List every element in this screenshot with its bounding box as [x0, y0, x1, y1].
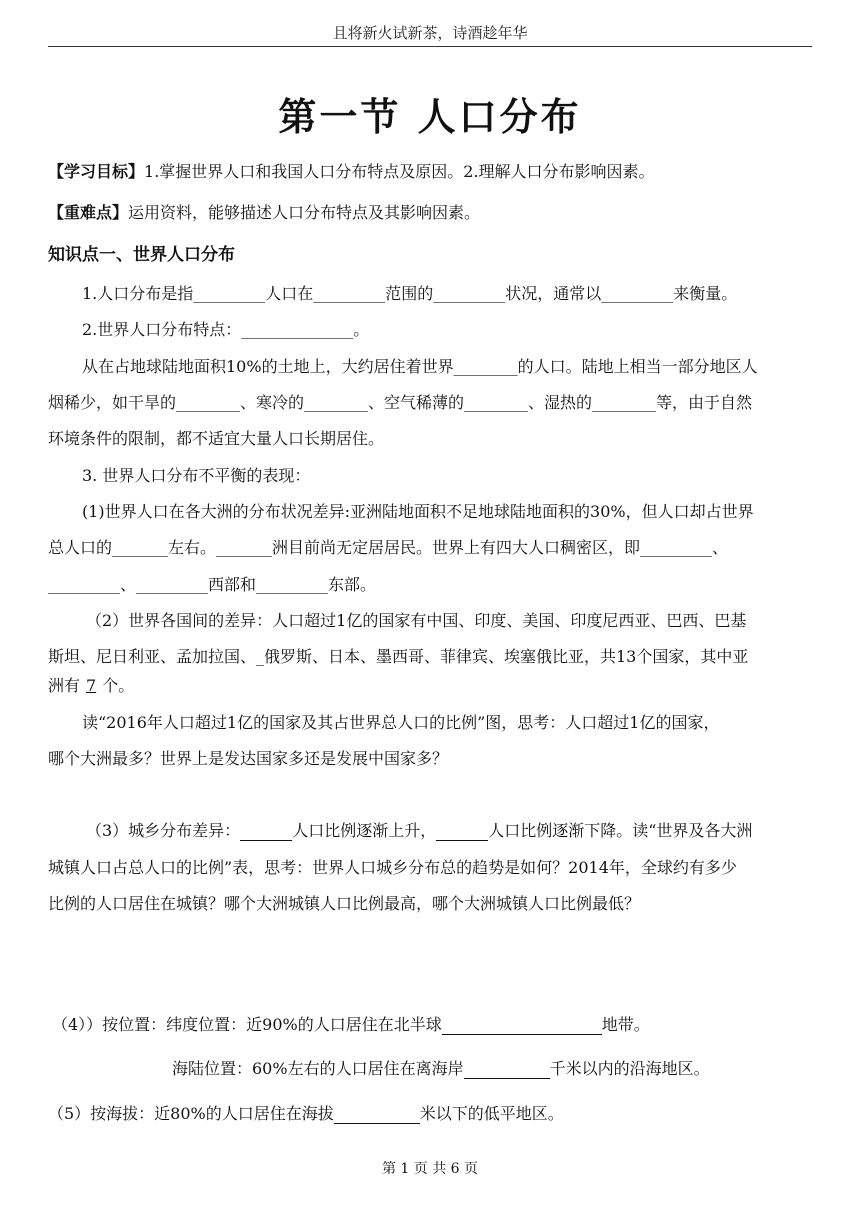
header-divider [48, 46, 812, 47]
text-line-7: (1)世界人口在各大洲的分布状况差异:亚洲陆地面积不足地球陆地面积的30%，但人口却占世界 [82, 502, 754, 521]
text-line-6: 3. 世界人口分布不平衡的表现： [82, 466, 311, 485]
l19-prefix: 海陆位置：60%左右的人口居住在离海岸 [172, 1059, 464, 1078]
text-line-9: _________、_________西部和_________东部。 [48, 575, 377, 594]
text-line-8: 总人口的_______左右。_______洲目前尚无定居居民。世界上有四大人口稠密区，即_________、 [48, 538, 729, 557]
blank-rural [436, 824, 488, 841]
text-line-5: 环境条件的限制，都不适宜大量人口长期居住。 [48, 429, 385, 448]
l12-prefix: 洲有 [48, 676, 81, 695]
page-header: 且将新火试新茶，诗酒趁年华 [332, 24, 528, 42]
objectives-text: 1.掌握世界人口和我国人口分布特点及原因。2.理解人口分布影响因素。 [144, 162, 655, 181]
text-line-17: 比例的人口居住在城镇？哪个大洲城镇人口比例最高，哪个大洲城镇人口比例最低？ [48, 894, 641, 913]
asia-count-answer: 7 [86, 676, 97, 695]
text-line-18 [52, 1015, 812, 1035]
text-line-3: 从在占地球陆地面积10%的土地上，大约居住着世界________的人口。陆地上相当一部分地区人 [82, 357, 758, 376]
key-points [48, 203, 812, 223]
page-footer: 第 1 页 共 6 页 [381, 1161, 479, 1177]
learning-objectives [48, 162, 812, 182]
l20-prefix: （5）按海拔：近80%的人口居住在海拔 [48, 1104, 334, 1123]
l19-suffix: 千米以内的沿海地区。 [549, 1059, 710, 1078]
text-line-12 [48, 676, 812, 696]
text-line-19 [172, 1059, 812, 1079]
blank-latitude [442, 1018, 602, 1035]
text-line-16: 城镇人口占总人口的比例”表，思考：世界人口城乡分布总的趋势是如何？2014年，全球约有多少 [48, 858, 737, 877]
blank-urban [240, 824, 292, 841]
keypoints-text: 运用资料，能够描述人口分布特点及其影响因素。 [128, 203, 481, 222]
l15-suffix: 人口比例逐渐下降。读“世界及各大洲 [488, 821, 753, 840]
l20-suffix: 米以下的低平地区。 [419, 1104, 564, 1123]
objectives-label: 【学习目标】 [48, 162, 145, 181]
l12-suffix: 个。 [102, 676, 135, 695]
text-line-14: 哪个大洲最多？世界上是发达国家多还是发展中国家多？ [48, 749, 449, 768]
blank-coast-distance [464, 1062, 550, 1079]
text-line-13: 读“2016年人口超过1亿的国家及其占世界总人口的比例”图，思考：人口超过1亿的国家， [82, 713, 720, 732]
section-heading: 知识点一、世界人口分布 [48, 245, 235, 265]
text-line-20 [48, 1104, 812, 1124]
text-line-10: （2）世界各国间的差异：人口超过1亿的国家有中国、印度、美国、印度尼西亚、巴西、巴基 [86, 611, 747, 630]
l15-prefix: （3）城乡分布差异： [86, 821, 241, 840]
l18-suffix: 地带。 [601, 1015, 650, 1034]
text-line-4: 烟稀少，如干旱的________、寒冷的________、空气稀薄的________、湿热的________等，由于自然 [48, 393, 753, 412]
text-line-2: 2.世界人口分布特点：______________。 [82, 320, 370, 339]
page-title: 第一节 人口分布 [278, 95, 582, 139]
text-line-1: 1.人口分布是指_________人口在_________范围的_________状况，通常以_________来衡量。 [82, 284, 738, 303]
text-line-11: 斯坦、尼日利亚、孟加拉国、_俄罗斯、日本、墨西哥、菲律宾、埃塞俄比亚，共13个国家，其中亚 [48, 647, 749, 666]
text-line-15 [86, 821, 812, 841]
l15-mid: 人口比例逐渐上升， [292, 821, 437, 840]
keypoints-label: 【重难点】 [48, 203, 129, 222]
blank-altitude [334, 1107, 420, 1124]
l18-prefix: （4））按位置：纬度位置：近90%的人口居住在北半球 [52, 1015, 442, 1034]
